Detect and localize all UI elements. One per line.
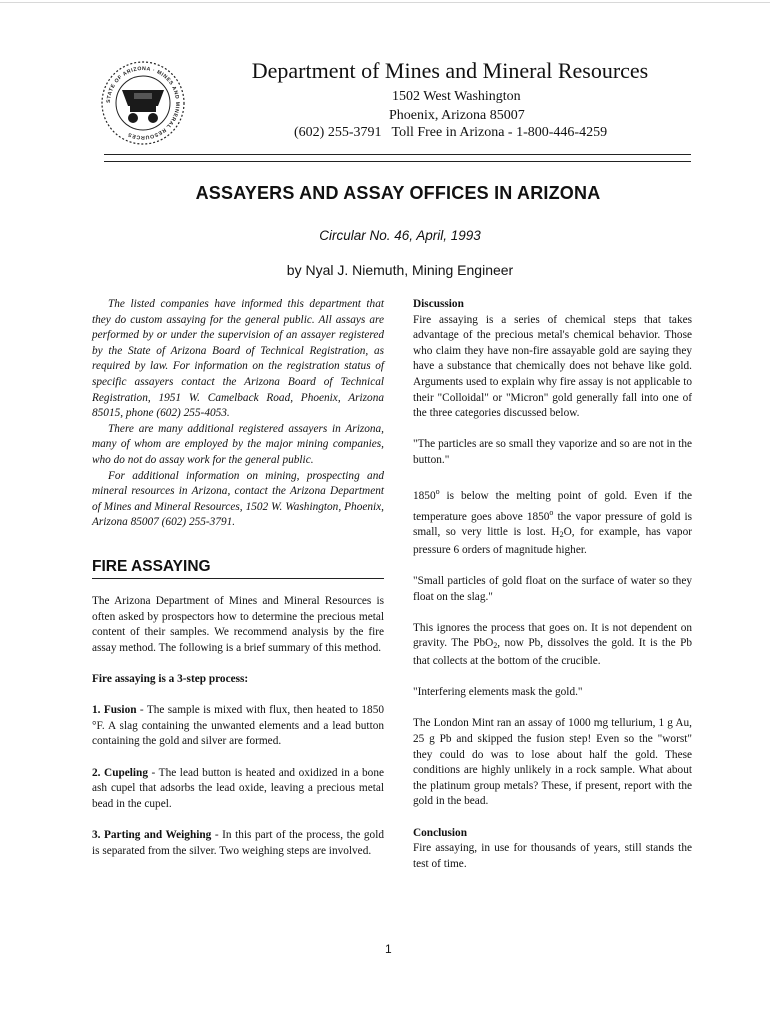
header-divider-bottom bbox=[104, 161, 691, 162]
step-label: 2. Cupeling bbox=[92, 766, 148, 779]
discussion-paragraph: 1850$^o$ is below the melting point of gold. Even if the temperature goes above 1850$^o$ the vapor pressure of gold is small, so very little is lost. $H_2O$, for example, has vapor pressure 6 orders of magnitude higher. bbox=[413, 487, 692, 556]
conclusion-paragraph: Fire assaying, in use for thousands of years, still stands the test of time. bbox=[413, 842, 692, 870]
discussion-paragraph: Fire assaying is a series of chemical steps that takes advantage of the precious metal's chemical behavior. Those who claim they have non-fire assayable gold are saying they have a substance that chemically does not behave like gold. Arguments used to explain why fire assay is not applicable to their "Colloidal" or "Micron" gold generally fall into one of the three categories discussed below. bbox=[413, 313, 692, 420]
quote-vaporize: "The particles are so small they vaporize and so are not in the button." bbox=[413, 438, 692, 466]
scan-edge-line bbox=[0, 2, 770, 3]
page-number: 1 bbox=[385, 942, 392, 956]
document-title: ASSAYERS AND ASSAY OFFICES IN ARIZONA bbox=[195, 183, 601, 203]
step-parting bbox=[92, 828, 384, 859]
circular-info: Circular No. 46, April, 1993 bbox=[319, 228, 481, 243]
toll-free-number: Toll Free in Arizona - 1-800-446-4259 bbox=[391, 125, 608, 140]
address-line-1: 1502 West Washington bbox=[392, 89, 521, 104]
author-line: by Nyal J. Niemuth, Mining Engineer bbox=[286, 262, 514, 278]
step-cupeling bbox=[92, 766, 384, 813]
intro-paragraph: There are many additional registered assayers in Arizona, many of whom are employed by the major mining companies, who do not do assay work for the general public. bbox=[92, 422, 384, 466]
process-heading: Fire assaying is a 3-step process: bbox=[92, 672, 249, 685]
address-line-2: Phoenix, Arizona 85007 bbox=[389, 108, 525, 123]
intro-section bbox=[92, 297, 384, 531]
fire-assaying-heading: FIRE ASSAYING bbox=[92, 558, 384, 579]
phone-number: (602) 255-3791 bbox=[294, 125, 382, 140]
discussion-paragraph: This ignores the process that goes on. It is not dependent on gravity. The PbO$_2$, now Pb, dissolves the gold. It is the Pb that collects at the bottom of the crucible. bbox=[413, 621, 692, 668]
header-divider-top bbox=[104, 154, 691, 155]
discussion-heading: Discussion bbox=[413, 298, 464, 310]
step-text: - The sample is mixed with flux, then heated to 1850 °F. A slag containing the unwanted elements and a lead button containing the gold and silver are formed. bbox=[92, 704, 385, 748]
step-text: - The lead button is heated and oxidized in a bone ash cupel that adsorbs the lead oxide, leaving a precious metal bead in the cupel. bbox=[92, 766, 384, 810]
conclusion-heading: Conclusion bbox=[413, 826, 467, 839]
quote-float: "Small particles of gold float on the surface of water so they float on the slag." bbox=[413, 575, 692, 603]
state-seal-icon bbox=[100, 60, 186, 146]
fire-assaying-section bbox=[92, 594, 384, 875]
step-label: 1. Fusion bbox=[92, 704, 137, 717]
discussion-section bbox=[413, 297, 692, 888]
step-text: - In this part of the process, the gold is separated from the silver. Two weighing steps are involved. bbox=[92, 828, 384, 857]
discussion-paragraph: The London Mint ran an assay of 1000 mg tellurium, 1 g Au, 25 g Pb and skipped the fusion step! Even so the "worst" they could do was to lose about half the gold. These conditions are highly unlikely in a rock sample. What about the platinum group metals? These, if present, report with the gold in the bead. bbox=[413, 717, 692, 808]
intro-paragraph: The listed companies have informed this department that they do custom assaying for the general public. All assays are performed by or under the supervision of an assayer registered by the State of Arizona Board of Technical Registration, as required by law. For information on the registration status of specific assayers contact the Arizona Board of Technical Registration, 1951 W. Camelback Road, Phoenix, Arizona 85015, phone (602) 255-4053. bbox=[92, 298, 384, 420]
organization-title: Department of Mines and Mineral Resources bbox=[251, 58, 649, 83]
step-fusion bbox=[92, 703, 384, 750]
fire-assaying-paragraph: The Arizona Department of Mines and Mineral Resources is often asked by prospectors how to determine the precious metal content of their samples. We recommend analysis by the fire assay method. The following is a brief summary of this method. bbox=[92, 595, 384, 654]
step-label: 3. Parting and Weighing bbox=[92, 828, 212, 841]
intro-paragraph: For additional information on mining, prospecting and mineral resources in Arizona, contact the Arizona Department of Mines and Mineral Resources, 1502 W. Washington, Phoenix, Arizona 85007 (602) 255-3791. bbox=[92, 469, 384, 529]
contact-phones bbox=[294, 125, 607, 141]
svg-text:STATE OF ARIZONA · MINES AND M: STATE OF ARIZONA · MINES AND MINERAL RESOURCES bbox=[105, 65, 181, 141]
quote-interfering: "Interfering elements mask the gold." bbox=[413, 686, 583, 699]
